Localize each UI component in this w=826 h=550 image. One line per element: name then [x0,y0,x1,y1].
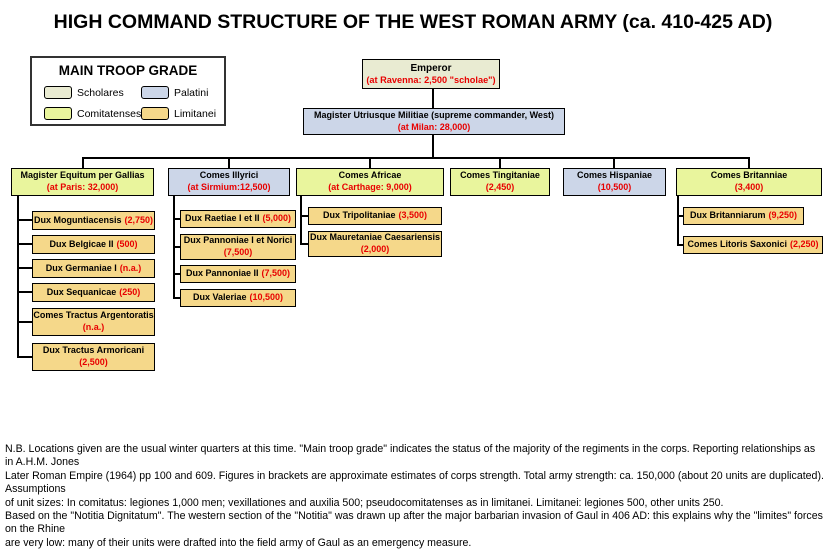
node-comes-hispaniae [563,168,666,196]
node-dux-germaniae-i [32,259,155,278]
node-detail: (250) [119,286,141,297]
node-name: Comes Tingitaniae [460,170,540,181]
node-name: Comes Africae [338,170,402,181]
node-name: Comes Hispaniae [576,170,653,181]
node-detail: (7,500) [223,247,253,257]
node-name: Dux Sequanicae [46,286,117,297]
node-name: Dux Pannoniae II [185,268,259,279]
node-dux-britanniarum [683,207,804,225]
node-dux-raetiae-i-et-ii [180,210,296,228]
node-name: Comes Britanniae [710,170,788,181]
node-name: Magister Utriusque Militiae (supreme commander, West) [314,109,554,120]
node-dux-pannoniae-i-et-norici [180,234,296,260]
node-name: Dux Britanniarum [689,210,766,221]
node-emperor [362,59,500,89]
legend-title: MAIN TROOP GRADE [58,63,198,78]
legend-box [30,56,226,126]
legend-label: Comitatenses [77,107,142,120]
connector-branch [17,219,32,221]
node-name: Dux Raetiae I et II [184,213,260,224]
connector-magister-bus [432,135,434,157]
footnote-line: Based on the "Notitia Dignitatum". The western section of the "Notitia" was drawn up after the major barbarian invasion of Gaul in 406 AD: this explains why the "limites" forces on the Rhine [5,510,823,536]
connector-stub-hispaniae [613,157,615,168]
limitanei-swatch [141,107,169,120]
node-magister-equitum-per-gallias [11,168,154,196]
node-name: Dux Valeriae [192,292,247,303]
connector-branch [17,267,32,269]
node-detail: (10,500) [597,182,632,192]
node-name: Comes Tractus Argentoratis [33,310,154,321]
footnote-line: Later Roman Empire (1964) pp 100 and 609. Figures in brackets are approximate estimates of corps strength. Total army strength: ca. 150,000 (about 20 units are duplicated). Assumptions [5,469,824,496]
node-dux-sequanicae [32,283,155,302]
node-comes-africae [296,168,444,196]
legend-item-scholares [44,86,141,99]
connector-branch [17,291,32,293]
page-title: HIGH COMMAND STRUCTURE OF THE WEST ROMAN ARMY (ca. 410-425 AD) [53,11,773,33]
node-dux-tractus-armoricani [32,343,155,371]
comitatenses-swatch [44,107,72,120]
connector-stub-gallias [82,157,84,168]
connector-branch [173,297,180,299]
node-detail: (3,500) [398,210,428,221]
node-detail: (at Milan: 28,000) [397,121,471,132]
node-detail: (10,500) [249,292,284,303]
scholares-swatch [44,86,72,99]
node-name: Dux Mauretaniae Caesariensis [309,232,441,243]
connector-stub-illyrici [228,157,230,168]
node-name: Dux Pannoniae I et Norici [183,235,293,246]
legend-grid [44,86,224,120]
legend-item-limitanei [141,107,226,120]
connector-emperor-magister [432,89,434,108]
connector-stub-tingitaniae [499,157,501,168]
node-detail: (2,000) [360,244,390,254]
node-name: Dux Belgicae II [49,238,114,249]
legend-label: Scholares [77,86,124,99]
connector-branch [300,243,308,245]
connector-branch [173,246,180,248]
connector-branch [17,243,32,245]
node-detail: (at Sirmium:12,500) [187,182,271,192]
node-dux-mauretaniae-caesariensis [308,231,442,257]
node-detail: (5,000) [262,213,292,224]
node-name: Emperor [410,62,452,74]
footnote-line: of unit sizes: In comitatus: legiones 1,000 men; vexillationes and auxilia 500; pseudocomitatenses as in limitanei. Limitanei: legiones 500, other units 250. [5,496,724,509]
connector-branch [17,321,32,323]
connector-africae-spine [300,196,302,245]
node-detail: (2,500) [79,357,108,367]
node-detail: (2,750) [124,214,154,225]
node-detail: (500) [116,238,138,249]
node-name: Dux Moguntiacensis [33,214,122,225]
connector-branch [173,273,180,275]
legend-label: Limitanei [174,107,217,120]
node-name: Dux Tripolitaniae [322,210,396,221]
node-dux-moguntiacensis [32,211,155,230]
node-dux-pannoniae-ii [180,265,296,283]
node-name: Comes Litoris Saxonici [687,239,787,250]
palatini-swatch [141,86,169,99]
node-detail: (2,250) [790,239,819,250]
connector-bus [82,157,750,159]
node-comes-tingitaniae [450,168,550,196]
node-detail: (2,450) [485,182,515,192]
connector-branch [300,215,308,217]
node-name: Dux Germaniae I [45,262,117,273]
node-dux-tripolitaniae [308,207,442,225]
node-magister-utriusque-militiae [303,108,565,135]
node-comes-litoris-saxonici [683,236,823,254]
connector-stub-britanniae [748,157,750,168]
node-detail: (n.a.) [82,322,105,332]
node-name: Dux Tractus Armoricani [42,345,145,356]
footnote [5,443,825,550]
connector-britanniae-spine [677,196,679,246]
node-detail: (at Paris: 32,000) [46,182,119,192]
node-detail: (7,500) [261,268,291,279]
node-detail: (3,400) [734,182,764,192]
node-name: Comes Illyrici [199,170,259,181]
legend-label: Palatini [174,86,209,99]
connector-branch [17,356,32,358]
node-comes-britanniae [676,168,822,196]
node-dux-belgicae-ii [32,235,155,254]
node-dux-valeriae [180,289,296,307]
connector-branch [173,218,180,220]
node-name: Magister Equitum per Gallias [20,170,145,181]
node-comes-illyrici [168,168,290,196]
legend-item-comitatenses [44,107,141,120]
footnote-line: are very low: many of their units were drafted into the field army of Gaul as an emergency measure. [5,536,472,549]
node-detail: (9,250) [768,210,798,221]
node-detail: (n.a.) [119,262,142,273]
node-comes-tractus-argentoratis [32,308,155,336]
node-detail: (at Ravenna: 2,500 "scholae") [366,74,496,85]
legend-item-palatini [141,86,226,99]
node-detail: (at Carthage: 9,000) [328,182,412,192]
connector-stub-africae [369,157,371,168]
footnote-line: N.B. Locations given are the usual winter quarters at this time. "Main troop grade" indicates the status of the majority of the regiments in the corps. Reporting relationships as in A.H.M. Jones [5,443,816,469]
